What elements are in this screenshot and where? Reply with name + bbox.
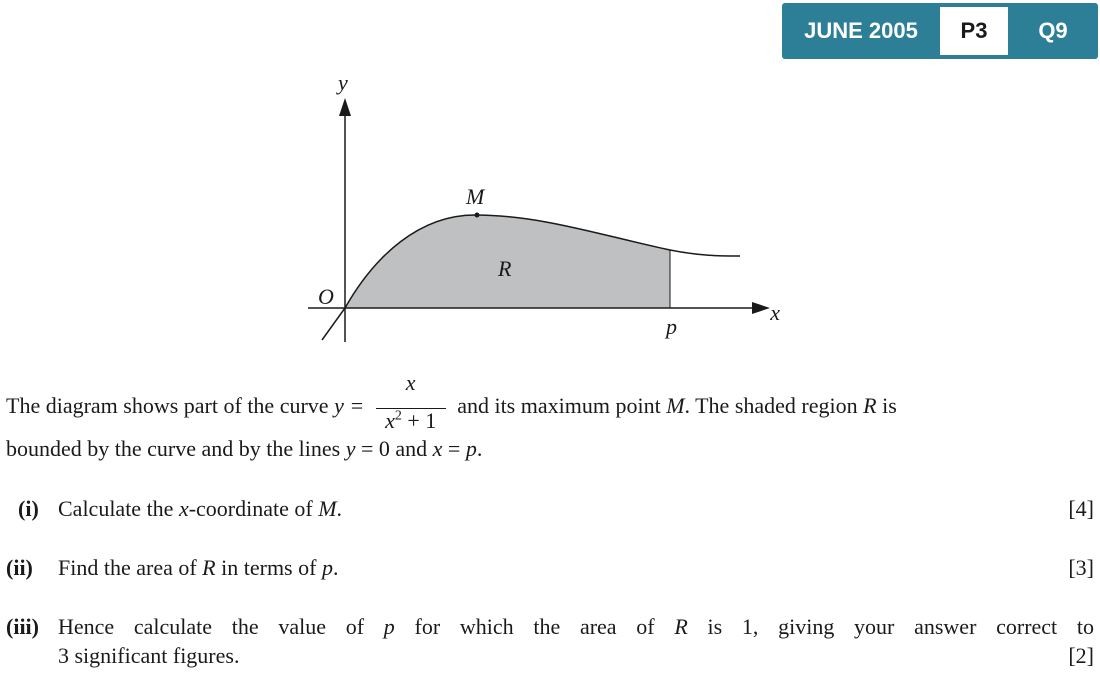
paper-number: P3 xyxy=(940,7,1008,55)
p-label: p xyxy=(666,314,677,339)
question-part-iii xyxy=(6,614,1094,674)
y-axis-arrow xyxy=(339,98,351,116)
curve-diagram xyxy=(300,70,780,350)
intro-r: R xyxy=(863,393,877,418)
intro-line2-eq: = xyxy=(442,436,466,461)
curve-fraction xyxy=(376,370,446,434)
curve-negative-part xyxy=(322,308,345,340)
intro-line2-text: bounded by the curve and by the lines xyxy=(6,436,341,461)
part-label: (ii) xyxy=(6,555,33,580)
intro-y-equals: y = xyxy=(334,393,365,418)
fraction-denominator: $x^2 + 1$ xyxy=(385,408,437,434)
part-label: (iii) xyxy=(6,614,39,639)
intro-text-4: is xyxy=(882,393,897,418)
region-label: R xyxy=(498,256,512,281)
intro-m: M xyxy=(666,393,685,418)
fraction-numerator: x xyxy=(405,370,416,396)
intro-text-2: and its maximum point xyxy=(457,393,661,418)
part-text: Calculate the x-coordinate of M. xyxy=(58,496,343,521)
x-axis-arrow xyxy=(752,302,770,314)
intro-line-1 xyxy=(6,370,1096,434)
part-marks: [2] xyxy=(1068,643,1094,668)
part-label: (i) xyxy=(18,496,39,521)
intro-text-1: The diagram shows part of the curve xyxy=(6,393,329,418)
max-point-m xyxy=(475,213,480,218)
exam-reference-badge xyxy=(782,3,1098,59)
question-part-ii xyxy=(6,555,1094,585)
part-text-line-2: 3 significant figures. xyxy=(58,643,240,668)
intro-line2-eq0: = 0 and xyxy=(355,436,433,461)
question-number: Q9 xyxy=(1038,18,1068,43)
part-text: Hence calculate the value of p for which the area of R is 1, giving your answer correct to xyxy=(58,614,1095,639)
x-axis-label: x xyxy=(770,300,780,325)
y-axis-label: y xyxy=(338,70,348,95)
intro-line2-p: p xyxy=(465,436,477,461)
intro-line2-period: . xyxy=(476,436,483,461)
part-marks: [3] xyxy=(1068,555,1094,580)
part-text: Find the area of R in terms of p. xyxy=(58,555,339,580)
exam-date: JUNE 2005 xyxy=(804,18,918,43)
part-marks: [4] xyxy=(1068,496,1094,521)
intro-text-3: . The shaded region xyxy=(684,393,858,418)
max-point-label: M xyxy=(466,184,485,209)
diagram-svg xyxy=(300,70,780,350)
intro-line2-y: y xyxy=(345,436,356,461)
intro-line2-x: x xyxy=(432,436,443,461)
intro-line-2 xyxy=(6,436,482,462)
origin-label: O xyxy=(318,284,334,309)
question-part-i xyxy=(6,496,1094,526)
